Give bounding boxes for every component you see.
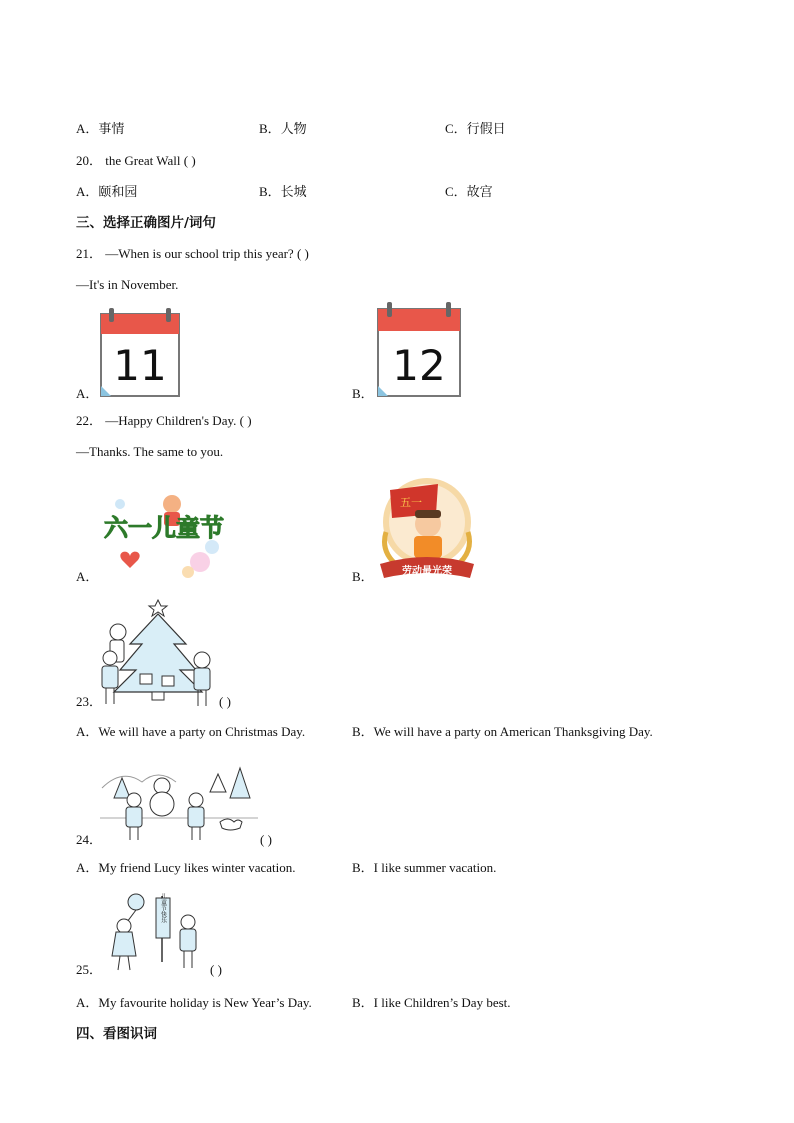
q20-stem: 20． the Great Wall ( ) [76,153,196,168]
option-text: 故宫 [466,185,493,200]
q19-option-c [445,121,506,138]
option-letter: A． [76,121,99,136]
option-letter: B． [352,860,374,875]
option-letter: A． [76,860,99,875]
option-letter: B． [259,184,281,199]
q25-number: 25． [76,962,103,977]
option-text: I like Children’s Day best. [373,995,511,1010]
option-text: 行假日 [466,122,506,137]
option-letter: B． [352,724,374,739]
section-4-heading: 四、看图识词 [76,1026,157,1042]
q20-option-b [259,184,307,201]
option-text: My friend Lucy likes winter vacation. [98,860,296,875]
calendar-12-image[interactable] [376,302,462,398]
winter-snow-scene-image[interactable] [100,758,258,844]
q24-option-a [76,860,296,876]
option-text: My favourite holiday is New Year’s Day. [98,995,312,1010]
q24-answer-blank[interactable]: ( ) [260,832,272,847]
option-letter: B． [352,995,374,1010]
logo-text: 六一儿童节 [104,514,224,542]
childrens-day-kids-image[interactable] [104,892,206,974]
option-letter: A． [76,724,99,739]
option-letter: C． [445,121,467,136]
q23-number: 23． [76,694,103,709]
q24-number: 24． [76,832,103,847]
q25-answer-blank[interactable]: ( ) [210,962,222,977]
childrens-day-logo-image[interactable] [100,492,224,580]
q25-option-a [76,995,312,1011]
option-text: 长城 [280,185,307,200]
q21-option-b-letter: B． [352,386,374,401]
option-text: We will have a party on American Thanksgiving Day. [373,724,653,739]
q20-option-c [445,184,493,201]
q23-answer-blank[interactable]: ( ) [219,694,231,709]
q22-reply: —Thanks. The same to you. [76,444,224,459]
q23-option-b [352,724,653,740]
q24-option-b [352,860,496,876]
option-letter: A． [76,184,99,199]
option-text: I like summer vacation. [373,860,497,875]
q19-option-a [76,121,124,138]
option-letter: C． [445,184,467,199]
section-3-heading: 三、选择正确图片/词句 [76,215,216,231]
option-letter: A． [76,995,99,1010]
q21-stem: 21． —When is our school trip this year? ( ) [76,246,309,261]
option-text: 事情 [98,122,125,137]
q22-option-b-letter: B． [352,569,374,584]
q25-option-b [352,995,511,1011]
labor-day-badge-image[interactable] [376,472,478,580]
q21-reply: —It's in November. [76,277,179,292]
christmas-tree-image[interactable] [100,596,218,708]
q22-stem: 22． —Happy Children's Day. ( ) [76,413,252,428]
calendar-number: 11 [113,341,167,390]
q19-option-b [259,121,307,138]
flag-text: 五一 [400,496,422,509]
banner-text: 劳动最光荣 [402,566,452,577]
sign-text: 儿童节快乐 [159,893,167,923]
option-letter: B． [259,121,281,136]
q22-option-a-letter: A． [76,569,99,584]
option-text: 人物 [280,122,307,137]
option-text: We will have a party on Christmas Day. [98,724,306,739]
calendar-11-image[interactable] [99,308,181,398]
q21-option-a-letter: A． [76,386,99,401]
calendar-number: 12 [392,341,446,390]
q23-option-a [76,724,305,740]
option-text: 颐和园 [98,185,138,200]
q20-option-a [76,184,137,201]
